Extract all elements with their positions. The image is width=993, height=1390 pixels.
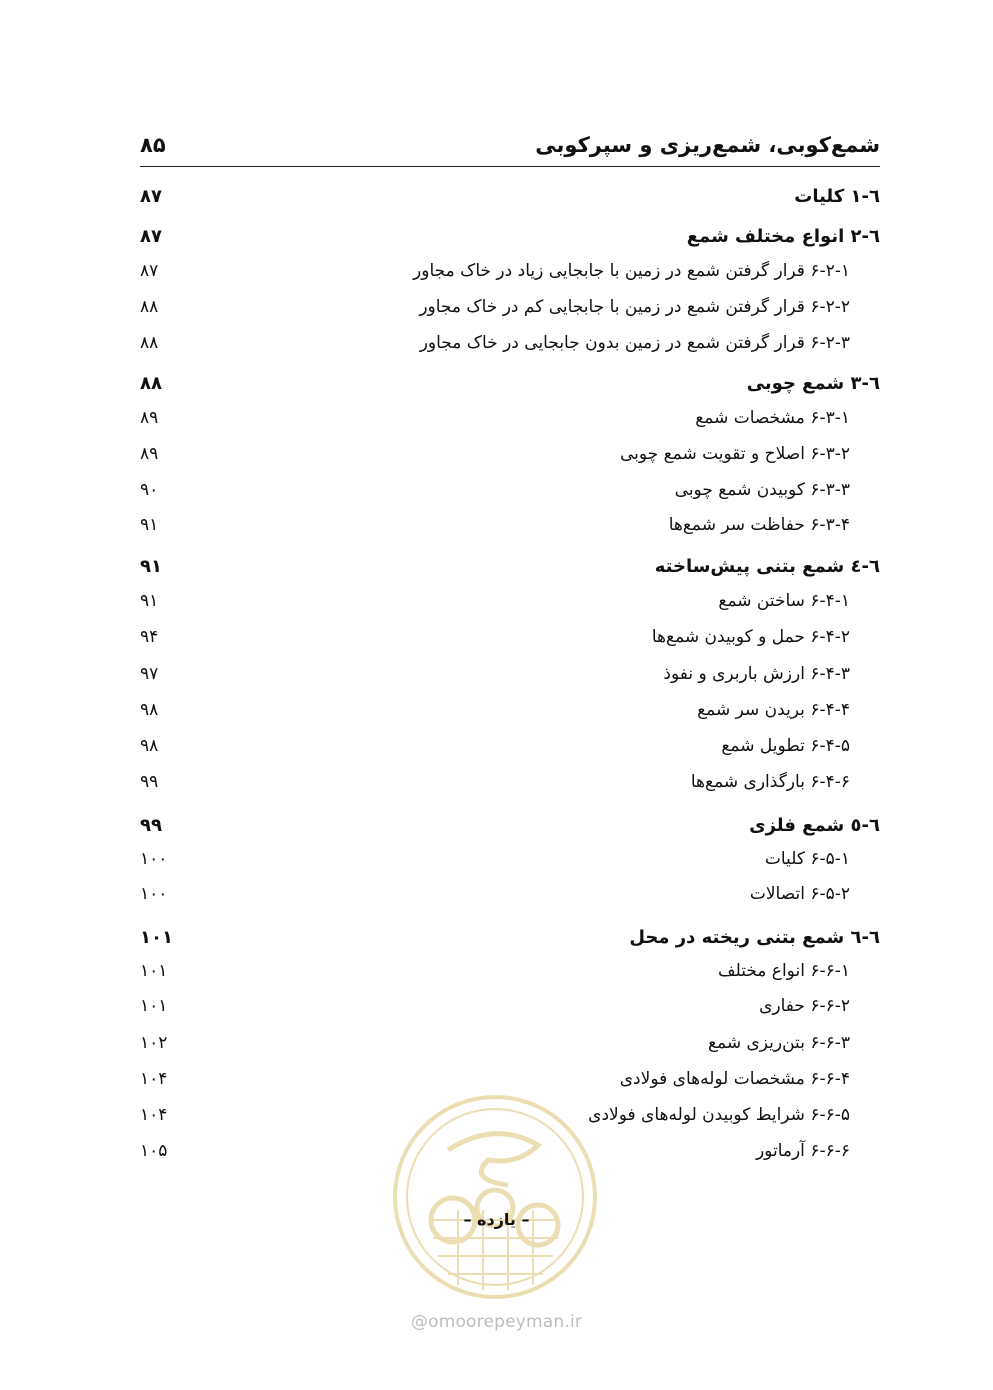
toc-page-number: ۸۹ xyxy=(140,444,159,464)
toc-title: ٦-٥ شمع فلزی xyxy=(749,814,880,836)
toc-section xyxy=(140,920,880,954)
toc-title: ٦-٣ شمع چوبی xyxy=(746,372,880,394)
toc-title: ٦-٦ شمع بتنی ریخته در محل xyxy=(629,926,880,948)
toc-page-number: ۹۰ xyxy=(140,480,159,500)
toc-subsection xyxy=(140,620,880,654)
toc-title: ۶-۳-۱ مشخصات شمع xyxy=(695,408,850,428)
toc-subsection xyxy=(140,290,880,324)
watermark-url: @omoorepeyman.ir xyxy=(410,1312,583,1332)
toc-subsection xyxy=(140,729,880,763)
toc-page-number: ۹۷ xyxy=(140,664,159,684)
toc-page-number: ۸۸ xyxy=(140,372,162,394)
toc-page-number: ۱۰۴ xyxy=(140,1069,168,1089)
toc-page-number: ۹۸ xyxy=(140,700,159,720)
toc-page-number: ۱۰۴ xyxy=(140,1105,168,1125)
toc-page-number: ۱۰۰ xyxy=(140,884,168,904)
toc-page-number: ۸۷ xyxy=(140,261,159,281)
toc-section xyxy=(140,179,880,213)
toc-section xyxy=(140,366,880,400)
toc-section xyxy=(140,808,880,842)
toc-subsection xyxy=(140,437,880,471)
chapter-title: شمع‌کوبی، شمع‌ریزی و سپرکوبی xyxy=(535,133,880,157)
toc-title: ۶-۴-۵ تطویل شمع xyxy=(721,736,850,756)
toc-subsection xyxy=(140,693,880,727)
toc-subsection xyxy=(140,657,880,691)
toc-title: ۶-۶-۱ انواع مختلف xyxy=(717,961,850,981)
toc-page-number: ۸۸ xyxy=(140,297,159,317)
toc-title: ٦-٢ انواع مختلف شمع xyxy=(686,225,880,247)
header-rule xyxy=(140,166,880,167)
page-folio: – یازده – xyxy=(463,1210,530,1229)
toc-subsection xyxy=(140,326,880,360)
toc-subsection xyxy=(140,765,880,799)
toc-page-number: ۱۰۱ xyxy=(140,996,168,1016)
toc-page-number: ۱۰۰ xyxy=(140,849,168,869)
toc-page-number: ۱۰۲ xyxy=(140,1033,168,1053)
toc-page-number: ۹۱ xyxy=(140,591,159,611)
toc-title: ۶-۶-۳ بتن‌ریزی شمع xyxy=(707,1033,850,1053)
toc-page-number: ۹۹ xyxy=(140,814,162,836)
toc-page-number: ۹۱ xyxy=(140,515,159,535)
toc-subsection xyxy=(140,401,880,435)
toc-title: ۶-۲-۲ قرار گرفتن شمع در زمین با جابجایی کم در خاک مجاور xyxy=(419,297,850,317)
toc-title: ۶-۴-۱ ساختن شمع xyxy=(718,591,850,611)
toc-title: ۶-۶-۵ شرایط کوبیدن لوله‌های فولادی xyxy=(588,1105,850,1125)
toc-page-number: ۹۱ xyxy=(140,555,162,577)
toc-subsection xyxy=(140,954,880,988)
toc-title: ۶-۴-۳ ارزش باربری و نفوذ xyxy=(663,664,850,684)
chapter-page-number: ۸۵ xyxy=(140,133,166,157)
toc-title: ۶-۴-۴ بریدن سر شمع xyxy=(697,700,850,720)
toc-page-number: ۸۷ xyxy=(140,225,162,247)
toc-title: ۶-۶-۶ آرماتور xyxy=(755,1141,850,1161)
toc-subsection xyxy=(140,877,880,911)
toc-page-number: ۸۹ xyxy=(140,408,159,428)
watermark-logo xyxy=(388,1090,603,1305)
toc-title: ۶-۵-۱ کلیات xyxy=(764,849,850,869)
toc-subsection xyxy=(140,473,880,507)
toc-title: ٦-١ کلیات xyxy=(794,185,880,207)
toc-page-number: ۹۴ xyxy=(140,627,159,647)
toc-page-number: ۸۷ xyxy=(140,185,162,207)
toc-page-number: ۸۸ xyxy=(140,333,159,353)
toc-section xyxy=(140,219,880,253)
toc-title: ۶-۶-۴ مشخصات لوله‌های فولادی xyxy=(619,1069,850,1089)
toc-subsection xyxy=(140,508,880,542)
toc-page-number: ۱۰۱ xyxy=(140,926,173,948)
toc-title: ۶-۲-۱ قرار گرفتن شمع در زمین با جابجایی زیاد در خاک مجاور xyxy=(413,261,850,281)
toc-title: ۶-۳-۴ حفاظت سر شمع‌ها xyxy=(668,515,850,535)
toc-subsection xyxy=(140,584,880,618)
toc-subsection xyxy=(140,989,880,1023)
toc-title: ۶-۳-۳ کوبیدن شمع چوبی xyxy=(674,480,850,500)
toc-subsection xyxy=(140,842,880,876)
toc-page-number: ۹۸ xyxy=(140,736,159,756)
toc-subsection xyxy=(140,254,880,288)
toc-title: ۶-۴-۲ حمل و کوبیدن شمع‌ها xyxy=(651,627,850,647)
toc-title: ۶-۵-۲ اتصالات xyxy=(749,884,850,904)
toc-page-number: ۱۰۱ xyxy=(140,961,168,981)
toc-page-number: ۹۹ xyxy=(140,772,159,792)
toc-title: ۶-۶-۲ حفاری xyxy=(759,996,850,1016)
toc-title: ٦-٤ شمع بتنی پیش‌ساخته xyxy=(654,555,880,577)
toc-title: ۶-۳-۲ اصلاح و تقویت شمع چوبی xyxy=(619,444,850,464)
toc-title: ۶-۲-۳ قرار گرفتن شمع در زمین بدون جابجایی در خاک مجاور xyxy=(419,333,850,353)
toc-page-number: ۱۰۵ xyxy=(140,1141,168,1161)
toc-section xyxy=(140,549,880,583)
toc-subsection xyxy=(140,1026,880,1060)
toc-title: ۶-۴-۶ بارگذاری شمع‌ها xyxy=(690,772,850,792)
chapter-heading xyxy=(140,128,880,162)
